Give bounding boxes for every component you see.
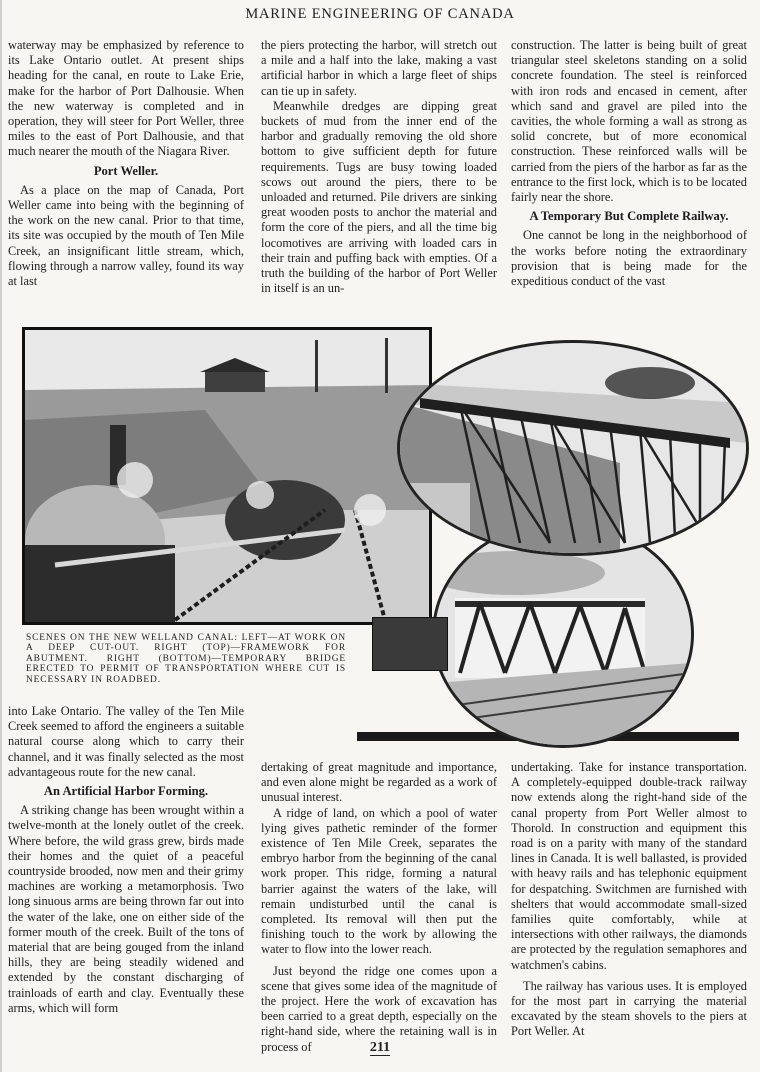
figure-caption: SCENES ON THE NEW WELLAND CANAL: LEFT—AT WORK ON A DEEP CUT-OUT. RIGHT (TOP)—FRAMEWORK FOR ABUTMENT. RIGHT (BOTTOM)—TEMPORARY BRIDGE ERECTED TO PERMIT OF TRANSPORTATION WHERE CUT IS NECESSARY IN ROADBED.	[26, 633, 346, 685]
paragraph: As a place on the map of Canada, Port Weller came into being with the beginning of the work on the new canal. Prior to that time, its site was occupied by the mouth of Ten Mile Creek, an insignificant little stream, which, flowing through a narrow valley, found its way at last	[8, 182, 244, 289]
photo-abutment-framework	[397, 340, 749, 556]
photo-steam-shovel-graphic	[25, 330, 429, 622]
photo-abutment-framework-graphic	[400, 343, 746, 553]
column-1-top	[8, 38, 244, 289]
paragraph: Just beyond the ridge one comes upon a scene that gives some idea of the magnitude of the project. Here the work of excavation has been carried to a great depth, especially on the right-hand side, where the retaining wall is in process of	[261, 963, 497, 1054]
paragraph: One cannot be long in the neighborhood of the works before noting the extraordinary provision that is being made for the expeditious conduct of the vast	[511, 228, 747, 289]
page-edge-rule	[0, 0, 2, 1072]
photo-steam-shovel	[22, 327, 432, 625]
paragraph: A ridge of land, on which a pool of water lying gives pathetic reminder of the former existence of Ten Mile Creek, separates the embryo harbor from the beginning of the canal work proper. This ridge, forming a natural barrier against the waters of the lake, will remain undisturbed until the canal is completed. Its removal will then put the finishing touch to the work by allowing the water to flow into the lower reach.	[261, 805, 497, 957]
paragraph: the piers protecting the harbor, will stretch out a mile and a half into the lake, making a vast artificial harbor in which a large fleet of ships can tie up in safety.	[261, 38, 497, 98]
paragraph: undertaking. Take for instance transportation. A completely-equipped double-track railway now extends along the right-hand side of the canal property from Port Weller almost to Thorold. In construction and equipment this road is on a parity with many of the standard lines in Canada. It is well ballasted, is provided with heavy rails and has telephonic equipment for despatching. Switchmen are furnished with shelters that would accommodate small-sized families quite comfortably, while at intersections with other railways, the diamonds are protected by the regulation semaphores and watchmen's cabins.	[511, 760, 747, 972]
paragraph: The railway has various uses. It is employed for the most part in carrying the material excavated by the steam shovels to the piers at Port Weller. At	[511, 978, 747, 1039]
paragraph: A striking change has been wrought within a twelve-month at the lonely outlet of the creek. Where before, the wild grass grew, birds made their homes and the quiet of a peaceful countryside brooded, now men and their grimy machines are working a metamorphosis. Two long sinuous arms are being thrown far out into the water of the lake, one on either side of the former mouth of the creek. Built of the tons of material that are being gouged from the inland hills, they are being steadily widened and extended by the constant discharging of trainloads of earth and clay. Eventually these arms, which will form	[8, 803, 244, 1015]
section-heading-port-weller: Port Weller.	[93, 163, 159, 178]
paragraph: construction. The latter is being built of great triangular steel skeletons standing on a solid concrete foundation. The steel is reinforced with iron rods and encased in cement, after which sand and gravel are piled into the cavities, the whole forming a wall as strong as solid concrete, but of more economical construction. These reinforced walls will be carried from the piers of the harbor as far as the entrance to the first lock, which is to be located fairly near the shore.	[511, 38, 748, 205]
section-heading-temporary-railway: A Temporary But Complete Railway.	[529, 209, 729, 224]
page-number-value: 211	[369, 1040, 391, 1055]
column-2-top	[261, 38, 497, 296]
photo-temporary-bridge-graphic	[435, 523, 691, 745]
running-header: MARINE ENGINEERING OF CANADA	[245, 6, 515, 22]
paragraph: dertaking of great magnitude and importance, and even alone might be regarded as a work of unusual interest.	[261, 760, 497, 805]
column-2-bottom	[261, 760, 497, 1055]
page-number	[0, 1040, 760, 1056]
column-3-top	[511, 38, 747, 289]
paragraph: Meanwhile dredges are dipping great buckets of mud from the inner end of the harbor and gradually removing the old shore bottom to give sufficient depth for future requirements. Tugs are busy towing loaded scows out around the piers, there to be unloaded and returned. Pile drivers are sinking great wooden posts to anchor the material and form the core of the piers, and all the time big locomotives are arriving with loaded cars in their train and puffing back with empties. Of a truth the building of the harbor of Port Weller in itself is an un-	[261, 98, 497, 296]
paragraph: waterway may be emphasized by reference to its Lake Ontario outlet. At present ships heading for the canal, en route to Lake Erie, make for the harbor of Port Dalhousie. When the new waterway is completed and in operation, they will steer for Port Weller, three miles to the east of Port Dalhousie, and that much nearer the mouth of the Niagara River.	[8, 38, 244, 159]
paragraph: into Lake Ontario. The valley of the Ten Mile Creek seemed to afford the engineers a suitable natural course along which to carry their channel, and it was finally selected as the most advantageous route for the new canal.	[8, 704, 244, 779]
column-3-bottom	[511, 760, 747, 1040]
photo-boxcar-detail	[372, 617, 448, 671]
section-heading-artificial-harbor: An Artificial Harbor Forming.	[43, 784, 209, 799]
column-1-bottom	[8, 704, 244, 1016]
